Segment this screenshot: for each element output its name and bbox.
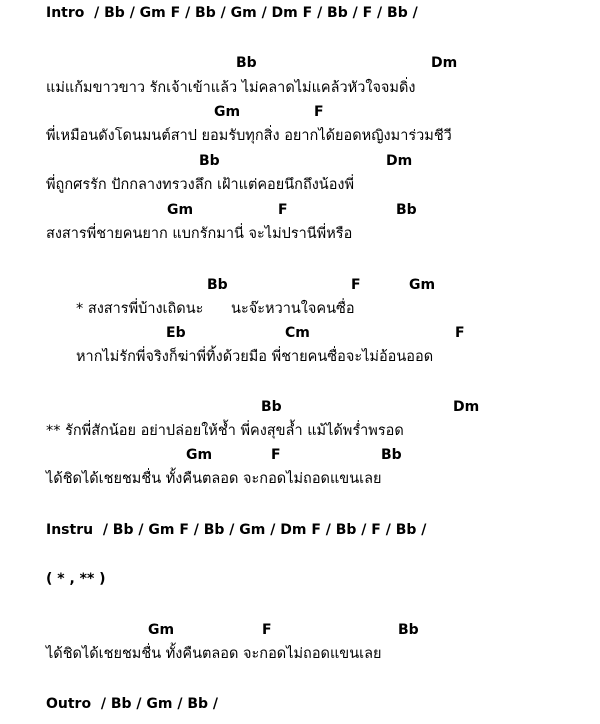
chord: Dm <box>431 55 458 71</box>
chord: Bb <box>398 622 419 638</box>
repeat-marker: ( * , ** ) <box>46 571 106 587</box>
chord: Bb <box>261 399 282 415</box>
chord: F <box>314 104 324 120</box>
outro-line: Outro / Bb / Gm / Bb / <box>46 696 218 712</box>
chord: Gm <box>186 447 213 463</box>
chord: Gm <box>214 104 241 120</box>
lyric-line: ** รักพี่สักน้อย อย่าปล่อยให้ช้ำ พี่คงสุขล้ำ แม้ได้พร่ำพรอด <box>46 423 404 439</box>
lyric-line: * สงสารพี่บ้างเถิดนะ นะจ๊ะหวานใจคนซื่อ <box>76 301 355 317</box>
chord: Bb <box>396 202 417 218</box>
lyric-line: แม่แก้มขาวขาว รักเจ้าเข้าแล้ว ไม่คลาดไม่แคล้วหัวใจจมดิ่ง <box>46 80 416 96</box>
chord: F <box>262 622 272 638</box>
chord: Cm <box>285 325 310 341</box>
lyric-line: พี่ถูกศรรัก ปักกลางทรวงลึก เฝ้าแต่คอยนึกถึงน้องพี่ <box>46 177 355 193</box>
chord: F <box>351 277 361 293</box>
chord: Dm <box>453 399 480 415</box>
chord: Gm <box>167 202 194 218</box>
lyric-line: หากไม่รักพี่จริงก็ฆ่าพี่ทิ้งด้วยมือ พี่ชายคนซื่อจะไม่อ้อนออด <box>76 349 434 365</box>
chord: Eb <box>166 325 186 341</box>
chord: Bb <box>381 447 402 463</box>
intro-line: Intro / Bb / Gm F / Bb / Gm / Dm F / Bb / F / Bb / <box>46 5 418 21</box>
chord: Bb <box>207 277 228 293</box>
lyric-line: ได้ชิดได้เชยชมชื่น ทั้งคืนตลอด จะกอดไม่ถอดแขนเลย <box>46 646 382 662</box>
lyric-line: พี่เหมือนดังโดนมนต์สาป ยอมรับทุกสิ่ง อยากได้ยอดหญิงมาร่วมชีวี <box>46 128 452 144</box>
chord: F <box>278 202 288 218</box>
instru-line: Instru / Bb / Gm F / Bb / Gm / Dm F / Bb / F / Bb / <box>46 522 427 538</box>
chord: Dm <box>386 153 413 169</box>
chord: Gm <box>409 277 436 293</box>
lyric-line: สงสารพี่ชายคนยาก แบกรักมานี่ จะไม่ปรานีพี่หรือ <box>46 226 353 242</box>
chord: F <box>455 325 465 341</box>
chord: Bb <box>236 55 257 71</box>
chord: F <box>271 447 281 463</box>
chord: Gm <box>148 622 175 638</box>
lyric-line: ได้ชิดได้เชยชมชื่น ทั้งคืนตลอด จะกอดไม่ถอดแขนเลย <box>46 471 382 487</box>
chord: Bb <box>199 153 220 169</box>
